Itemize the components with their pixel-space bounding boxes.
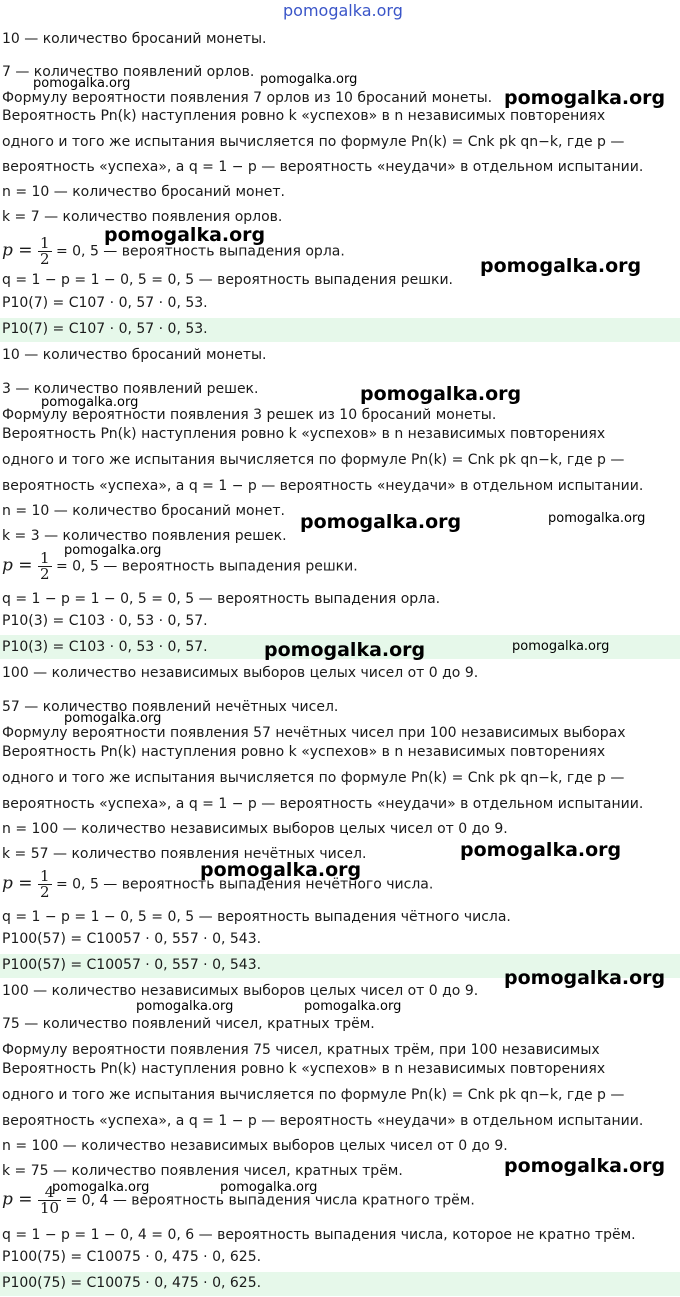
watermark: pomogalka.org <box>512 639 610 654</box>
s2-formula-result: P10(3) = C103 · 0, 53 · 0, 57. <box>2 613 208 629</box>
s3-task: Формулу вероятности появления 57 нечётных чисел при 100 независимых выборах <box>2 725 626 741</box>
s4-p-fraction: $\frac{4}{10}$ <box>39 1183 60 1217</box>
s3-formula-2: одного и того же испытания вычисляется по формуле Pn(k) = Cnk pk qn−k, где p — <box>2 770 625 786</box>
watermark: pomogalka.org <box>300 511 462 533</box>
s4-given-picks: 100 — количество независимых выборов целых чисел от 0 до 9. <box>2 983 479 999</box>
s1-answer: P10(7) = C107 · 0, 57 · 0, 53. <box>2 321 208 337</box>
watermark: pomogalka.org <box>504 1155 666 1177</box>
s3-k: k = 57 — количество появления нечётных чисел. <box>2 846 367 862</box>
s2-formula-3: вероятность «успеха», а q = 1 − p — вероятность «неудачи» в отдельном испытании. <box>2 478 644 494</box>
s4-k: k = 75 — количество появления чисел, кратных трём. <box>2 1163 403 1179</box>
s3-p-fraction: $\frac{1}{2}$ <box>39 867 50 901</box>
s1-formula-2: одного и того же испытания вычисляется по формуле Pn(k) = Cnk pk qn−k, где p — <box>2 134 625 150</box>
s3-given-odd: 57 — количество появлений нечётных чисел. <box>2 699 339 715</box>
s4-q: q = 1 − p = 1 − 0, 4 = 0, 6 — вероятность выпадения числа, которое не кратно трём. <box>2 1227 636 1243</box>
s2-p-fraction: $\frac{1}{2}$ <box>39 549 50 583</box>
s3-formula-result: P100(57) = C10057 · 0, 557 · 0, 543. <box>2 931 262 947</box>
s4-task: Формулу вероятности появления 75 чисел, кратных трём, при 100 независимых <box>2 1042 600 1058</box>
s2-k: k = 3 — количество появления решек. <box>2 528 287 544</box>
s1-formula-3: вероятность «успеха», а q = 1 − p — вероятность «неудачи» в отдельном испытании. <box>2 159 644 175</box>
s2-p: p = $\frac{1}{2}$ = 0, 5 — вероятность выпадения решки. <box>2 549 358 583</box>
watermark: pomogalka.org <box>136 999 234 1014</box>
s1-given-heads: 7 — количество появлений орлов. <box>2 64 255 80</box>
s2-q: q = 1 − p = 1 − 0, 5 = 0, 5 — вероятность выпадения орла. <box>2 591 441 607</box>
s4-given-mult3: 75 — количество появлений чисел, кратных трём. <box>2 1016 375 1032</box>
watermark: pomogalka.org <box>64 711 162 726</box>
s3-given-picks: 100 — количество независимых выборов целых чисел от 0 до 9. <box>2 665 479 681</box>
watermark: pomogalka.org <box>548 511 646 526</box>
s4-n: n = 100 — количество независимых выборов целых чисел от 0 до 9. <box>2 1138 508 1154</box>
watermark: pomogalka.org <box>220 1180 318 1195</box>
s1-formula-1: Вероятность Pn(k) наступления ровно k «успехов» в n независимых повторениях <box>2 108 606 124</box>
watermark: pomogalka.org <box>264 639 426 661</box>
s2-task: Формулу вероятности появления 3 решек из 10 бросаний монеты. <box>2 407 497 423</box>
watermark: pomogalka.org <box>260 72 358 87</box>
s1-n: n = 10 — количество бросаний монет. <box>2 184 285 200</box>
s2-n: n = 10 — количество бросаний монет. <box>2 503 285 519</box>
watermark: pomogalka.org <box>64 543 162 558</box>
s3-p: p = $\frac{1}{2}$ = 0, 5 — вероятность выпадения нечётного числа. <box>2 867 434 901</box>
s3-answer: P100(57) = C10057 · 0, 557 · 0, 543. <box>2 957 262 973</box>
s3-formula-1: Вероятность Pn(k) наступления ровно k «успехов» в n независимых повторениях <box>2 744 606 760</box>
watermark: pomogalka.org <box>33 76 131 91</box>
watermark-top: pomogalka.org <box>283 1 403 20</box>
s1-p: p = $\frac{1}{2}$ = 0, 5 — вероятность выпадения орла. <box>2 234 345 268</box>
s3-n: n = 100 — количество независимых выборов целых чисел от 0 до 9. <box>2 821 508 837</box>
s4-p: p = $\frac{4}{10}$ = 0, 4 — вероятность выпадения числа кратного трём. <box>2 1183 475 1217</box>
s2-answer: P10(3) = C103 · 0, 53 · 0, 57. <box>2 639 208 655</box>
watermark: pomogalka.org <box>504 87 666 109</box>
watermark: pomogalka.org <box>480 255 642 277</box>
s4-formula-result: P100(75) = C10075 · 0, 475 · 0, 625. <box>2 1249 262 1265</box>
s2-given-throws: 10 — количество бросаний монеты. <box>2 347 267 363</box>
watermark: pomogalka.org <box>200 859 362 881</box>
s4-formula-2: одного и того же испытания вычисляется по формуле Pn(k) = Cnk pk qn−k, где p — <box>2 1087 625 1103</box>
watermark: pomogalka.org <box>52 1180 150 1195</box>
s1-q: q = 1 − p = 1 − 0, 5 = 0, 5 — вероятность выпадения решки. <box>2 272 454 288</box>
s1-given-throws: 10 — количество бросаний монеты. <box>2 31 267 47</box>
watermark: pomogalka.org <box>104 224 266 246</box>
s1-formula-result: P10(7) = C107 · 0, 57 · 0, 53. <box>2 295 208 311</box>
watermark: pomogalka.org <box>304 999 402 1014</box>
s1-p-fraction: $\frac{1}{2}$ <box>39 234 50 268</box>
watermark: pomogalka.org <box>504 967 666 989</box>
s3-q: q = 1 − p = 1 − 0, 5 = 0, 5 — вероятность выпадения чётного числа. <box>2 909 511 925</box>
s1-k: k = 7 — количество появления орлов. <box>2 209 283 225</box>
s4-formula-3: вероятность «успеха», а q = 1 − p — вероятность «неудачи» в отдельном испытании. <box>2 1113 644 1129</box>
s1-task: Формулу вероятности появления 7 орлов из 10 бросаний монеты. <box>2 90 493 106</box>
watermark: pomogalka.org <box>460 839 622 861</box>
watermark: pomogalka.org <box>360 383 522 405</box>
s2-formula-1: Вероятность Pn(k) наступления ровно k «успехов» в n независимых повторениях <box>2 426 606 442</box>
s3-formula-3: вероятность «успеха», а q = 1 − p — вероятность «неудачи» в отдельном испытании. <box>2 796 644 812</box>
s4-formula-1: Вероятность Pn(k) наступления ровно k «успехов» в n независимых повторениях <box>2 1061 606 1077</box>
watermark: pomogalka.org <box>41 395 139 410</box>
s4-answer: P100(75) = C10075 · 0, 475 · 0, 625. <box>2 1275 262 1291</box>
s2-formula-2: одного и того же испытания вычисляется по формуле Pn(k) = Cnk pk qn−k, где p — <box>2 452 625 468</box>
s2-given-tails: 3 — количество появлений решек. <box>2 381 259 397</box>
